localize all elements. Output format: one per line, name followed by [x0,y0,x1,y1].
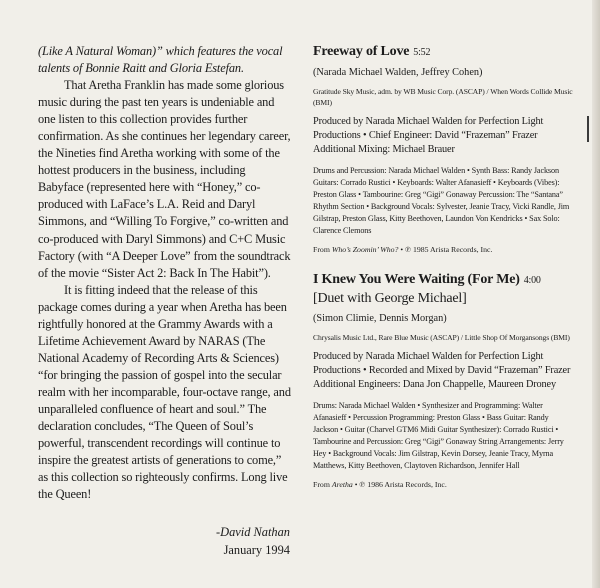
signature-block [200,523,290,559]
essay-paragraph-2: That Aretha Franklin has made some glorious music during the past ten years is undeniable and one listen to this collection provides further confirmation. As she continues her legendary career, the Nineties find Aretha working with some of the hottest producers in the business, including Babyface (represented here with “Honey,” co-produced with LaFace’s L.A. Reid and Daryl Simmons, and “Willing To Forgive,” co-written and co-produced with Daryl Simmons) and C+C Music Factory (with “A Deeper Love” from the soundtrack of the movie “Sister Act 2: Back In The Habit”). [38,78,291,280]
track-publishing: Chrysalis Music Ltd., Rare Blue Music (ASCAP) / Little Shop Of Morgansongs (BMI) [313,333,570,342]
source-copyright: • ℗ 1985 Arista Records, Inc. [400,245,493,254]
author-name: -David Nathan [216,525,290,539]
essay-paragraph-1 [38,43,292,77]
track-publishing: Gratitude Sky Music, adm. by WB Music Corp. (ASCAP) / When Words Collide Music (BMI) [313,87,573,107]
track-title [313,271,575,290]
track-musicians: Drums and Percussion: Narada Michael Walden • Synth Bass: Randy Jackson Guitars: Corrado Rustici • Keyboards: Walter Afanasieff • Keyboards (Vibes): Preston Glass • Tambourine: Greg “Gigi” Gonaway Percussion: The “Santana” Rhythm Section • Background Vocals: Sylvester, Jeanie Tracy, Vicki Randle, Jim Gilstrap, Preston Glass, Kitty Beethoven, Laundon Von Kendricks • Sax Solo: Clarence Clemons [313,166,570,235]
track-production: Produced by Narada Michael Walden for Perfection Light Productions • Recorded and Mixed by David “Frazeman” Frazer Additional Engineers: Dana Jon Chappelle, Maureen Droney [313,351,571,390]
page-edge-mark [587,116,589,142]
track-musicians: Drums: Narada Michael Walden • Synthesizer and Programming: Walter Afanasieff • Percussion Programming: Preston Glass • Bass Guitar: Randy Jackson • Guitar (Charvel GTM6 Midi Guitar Synthesizer): Corrado Rustici • Tambourine and Percussion: Greg “Gigi” Gonaway String Arrangements: Jerry Hey • Background Vocals: Jim Gilstrap, Kevin Dorsey, Jeanie Tracy, Myrna Matthews, Kitty Beethoven, Claytoven Richardson, Jennifer Hall [313,401,564,470]
source-album: Aretha [331,480,353,489]
track-credits-column [313,43,575,490]
source-prefix: From [313,245,330,254]
source-album: Who’s Zoomin’ Who? [331,245,399,254]
track-title-text: Freeway of Love [313,44,410,59]
track-credit [313,271,575,490]
track-duration: 4:00 [523,275,541,286]
track-production: Produced by Narada Michael Walden for Perfection Light Productions • Chief Engineer: David “Frazeman” Frazer Additional Mixing: Michael Brauer [313,116,544,155]
track-title-text: I Knew You Were Waiting (For Me) [313,272,520,287]
essay-date: January 1994 [223,543,290,557]
track-source [313,479,575,490]
essay-paragraph-3: It is fitting indeed that the release of this package comes during a year when Aretha has been rightfully honored at the Grammy Awards with a Lifetime Achievement Award by NARAS (The National Academy of Recording Arts & Sciences) “for bringing the passion of gospel into the secular realm with her incomparable, four-octave range, and unparalleled confluence of heart and soul.” The declaration concludes, “The Queen of Soul’s powerful, transcendent recordings will continue to inspire the greatest artists of generations to come,” as this collection so righteously confirms. Long live the Queen! [38,282,291,502]
page-edge-shadow [592,0,600,588]
track-writers: (Narada Michael Walden, Jeffrey Cohen) [313,67,483,78]
track-writers: (Simon Climie, Dennis Morgan) [313,313,447,324]
track-duration: 5:52 [413,47,431,58]
track-credit [313,43,575,255]
source-prefix: From [313,480,330,489]
essay-paragraph-1-text: (Like A Natural Woman)” which features the vocal talents of Bonnie Raitt and Gloria Estefan. [38,44,283,76]
track-featuring: [Duet with George Michael] [313,291,467,306]
track-source [313,244,575,255]
source-copyright: • ℗ 1986 Arista Records, Inc. [354,480,447,489]
track-title [313,43,575,62]
essay-column [38,43,292,503]
